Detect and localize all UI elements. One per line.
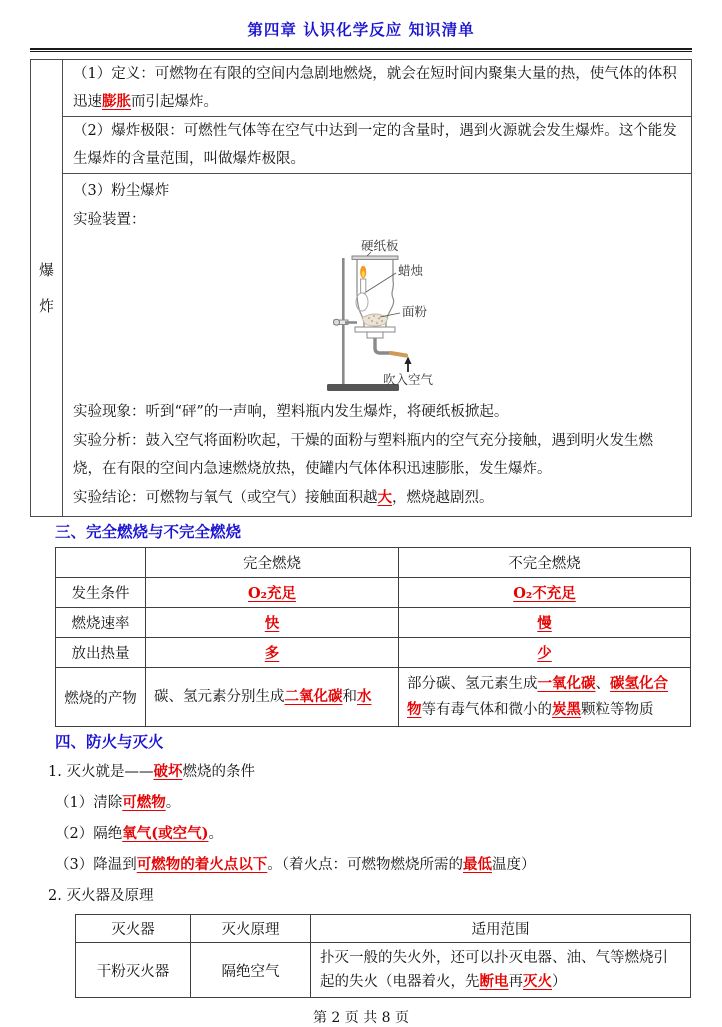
fire-sub-3-text2: 。（着火点：可燃物燃烧所需的: [267, 857, 463, 873]
fire-sub-1-text: （1）清除: [55, 795, 123, 811]
fire-sub-2-hl: 氧气(或空气): [122, 825, 209, 842]
products-incomplete: [399, 668, 691, 727]
definition-text: （1）定义：可燃物在有限的空间内急剧地燃烧，就会在短时间内聚集大量的热，使气体的体积迅速: [73, 66, 677, 110]
candle-body: [361, 279, 366, 293]
fire-item-2: 2. 灭火器及原理: [48, 888, 154, 904]
condition-incomplete: O₂不充足: [399, 578, 691, 608]
extinguisher-scope: [311, 943, 691, 998]
products-incomplete-text2: 、: [595, 676, 610, 692]
extinguisher-data-row: [76, 943, 691, 998]
corner-cell: [56, 548, 146, 578]
row-label: 放出热量: [56, 638, 146, 668]
fire-sub-1-hl: 可燃物: [122, 794, 166, 811]
products-complete-text: 碳、氢元素分别生成: [154, 689, 285, 705]
row-label: 燃烧的产物: [56, 668, 146, 727]
dust-title: （3）粉尘爆炸: [73, 183, 170, 199]
explosion-content-column: [63, 60, 691, 516]
explosion-limit-row: [63, 116, 691, 173]
experiment-phenomenon: 实验现象：听到“砰”的一声响，塑料瓶内发生爆炸，将硬纸板掀起。: [73, 404, 509, 420]
table-row-products: [56, 668, 691, 727]
scope-hl1: 断电: [479, 973, 509, 990]
table-header-row: [56, 548, 691, 578]
extinguisher-table: [75, 914, 691, 998]
explosion-table: [30, 59, 692, 517]
fire-sub-2-text: （2）隔绝: [55, 826, 123, 842]
extinguisher-header-row: [76, 915, 691, 943]
table-row-condition: [56, 578, 691, 608]
fire-sub-1: [55, 788, 692, 818]
products-incomplete-text: 部分碳、氢元素生成: [407, 676, 538, 692]
cardboard-plate: [352, 256, 398, 259]
definition-text-tail: 而引起爆炸。: [131, 94, 218, 110]
extinguisher-name: 干粉灭火器: [76, 943, 191, 998]
candle-pointer-line: [366, 273, 396, 292]
extinguisher-principle: 隔绝空气: [191, 943, 311, 998]
row-label: 发生条件: [56, 578, 146, 608]
conclusion-highlight: 大: [377, 488, 392, 506]
blow-air-label: 吹入空气: [383, 372, 434, 387]
heat-incomplete: 少: [399, 638, 691, 668]
air-tube: [375, 338, 391, 353]
fire-item-1-hl: 破坏: [153, 763, 183, 780]
scope-text2: 再: [508, 974, 523, 990]
header-principle: 灭火原理: [191, 915, 311, 943]
fire-sub-3-hl1: 可燃物的着火点以下: [136, 856, 268, 873]
combustion-comparison-table: [55, 547, 691, 727]
scope-tail: ）: [552, 974, 567, 990]
candle-label: 蜡烛: [398, 263, 424, 278]
products-incomplete-text4: 颗粒等物质: [581, 702, 654, 718]
fire-item-1-tail: 燃烧的条件: [182, 764, 255, 780]
board-label: 硬纸板: [361, 238, 399, 253]
flour-pointer-line: [380, 313, 400, 317]
fire-sub-1-tail: 。: [165, 795, 181, 811]
products-incomplete-hl2: 碳氢化合物: [407, 675, 668, 718]
conclusion-text: 实验结论：可燃物与氧气（或空气）接触面积越: [73, 489, 378, 506]
dust-explosion-apparatus-figure: [326, 236, 478, 396]
products-incomplete-hl3: 炭黑: [552, 701, 581, 718]
page-title: 第四章 认识化学反应 知识清单: [247, 20, 475, 39]
apparatus-label: 实验装置：: [73, 211, 146, 228]
table-row-heat: [56, 638, 691, 668]
experiment-analysis: 实验分析：鼓入空气将面粉吹起，干燥的面粉与塑料瓶内的空气充分接触，遇到明火发生燃烧，在有限的空间内急速燃烧放热，使罐内气体体积迅速膨胀，发生爆炸。: [73, 432, 653, 477]
fire-item-1-text: 1. 灭火就是——: [48, 764, 154, 780]
support-plate: [355, 327, 395, 332]
bottle-stopper: [367, 332, 383, 338]
section-heading-fire: 四、防火与灭火: [55, 732, 164, 751]
candle-flame-core: [362, 271, 365, 277]
heat-complete: 多: [146, 638, 399, 668]
products-complete-text2: 和: [342, 689, 357, 705]
products-incomplete-text3: 等有毒气体和微小的: [421, 702, 552, 718]
air-tube-tip: [391, 353, 406, 356]
clamp-knob: [334, 319, 340, 325]
fire-sub-2-tail: 。: [208, 826, 223, 842]
products-incomplete-hl1: 一氧化碳: [537, 675, 596, 692]
fire-sub-3-tail: 温度）: [491, 857, 536, 873]
products-complete-hl1: 二氧化碳: [284, 688, 343, 705]
scope-hl2: 灭火: [523, 973, 552, 990]
section-heading-combustion: 三、完全燃烧与不完全燃烧: [55, 522, 242, 541]
page-number: 第 2 页 共 8 页: [312, 1010, 410, 1026]
products-complete-hl2: 水: [357, 688, 372, 705]
blow-arrow-head: [405, 357, 412, 365]
conclusion-text-tail: ，燃烧越剧烈。: [392, 489, 494, 506]
experiment-diagram: [326, 236, 478, 396]
header-extinguisher: 灭火器: [76, 915, 191, 943]
fire-item-1: [48, 757, 692, 787]
fire-sub-3-text: （3）降温到: [55, 857, 137, 873]
rate-incomplete: 慢: [399, 608, 691, 638]
fire-sub-3-hl2: 最低: [462, 856, 492, 873]
rate-complete: 快: [146, 608, 399, 638]
condition-complete: O₂充足: [146, 578, 399, 608]
col-header-complete: 完全燃烧: [146, 548, 399, 578]
title-divider: [30, 48, 692, 52]
table-row-rate: [56, 608, 691, 638]
fire-sub-3: [55, 850, 692, 880]
limit-text: （2）爆炸极限：可燃性气体等在空气中达到一定的含量时，遇到火源就会发生爆炸。这个能发生爆炸的含量范围，叫做爆炸极限。: [73, 123, 677, 167]
explosion-row-label: 爆炸: [38, 261, 54, 315]
explosion-side-cell: [31, 60, 63, 516]
header-scope: 适用范围: [311, 915, 691, 943]
scope-text: 扑灭一般的失火外，还可以扑灭电器、油、气等燃烧引起的失火（电器着火，先: [320, 950, 668, 990]
row-label: 燃烧速率: [56, 608, 146, 638]
experiment-conclusion: [73, 484, 681, 513]
definition-highlight: 膨胀: [102, 93, 131, 110]
explosion-definition-row: [63, 60, 691, 116]
fire-sub-2: [55, 819, 692, 849]
flour-label: 面粉: [402, 304, 428, 319]
dust-explosion-row: [63, 173, 691, 516]
products-complete: [146, 668, 399, 727]
col-header-incomplete: 不完全燃烧: [399, 548, 691, 578]
